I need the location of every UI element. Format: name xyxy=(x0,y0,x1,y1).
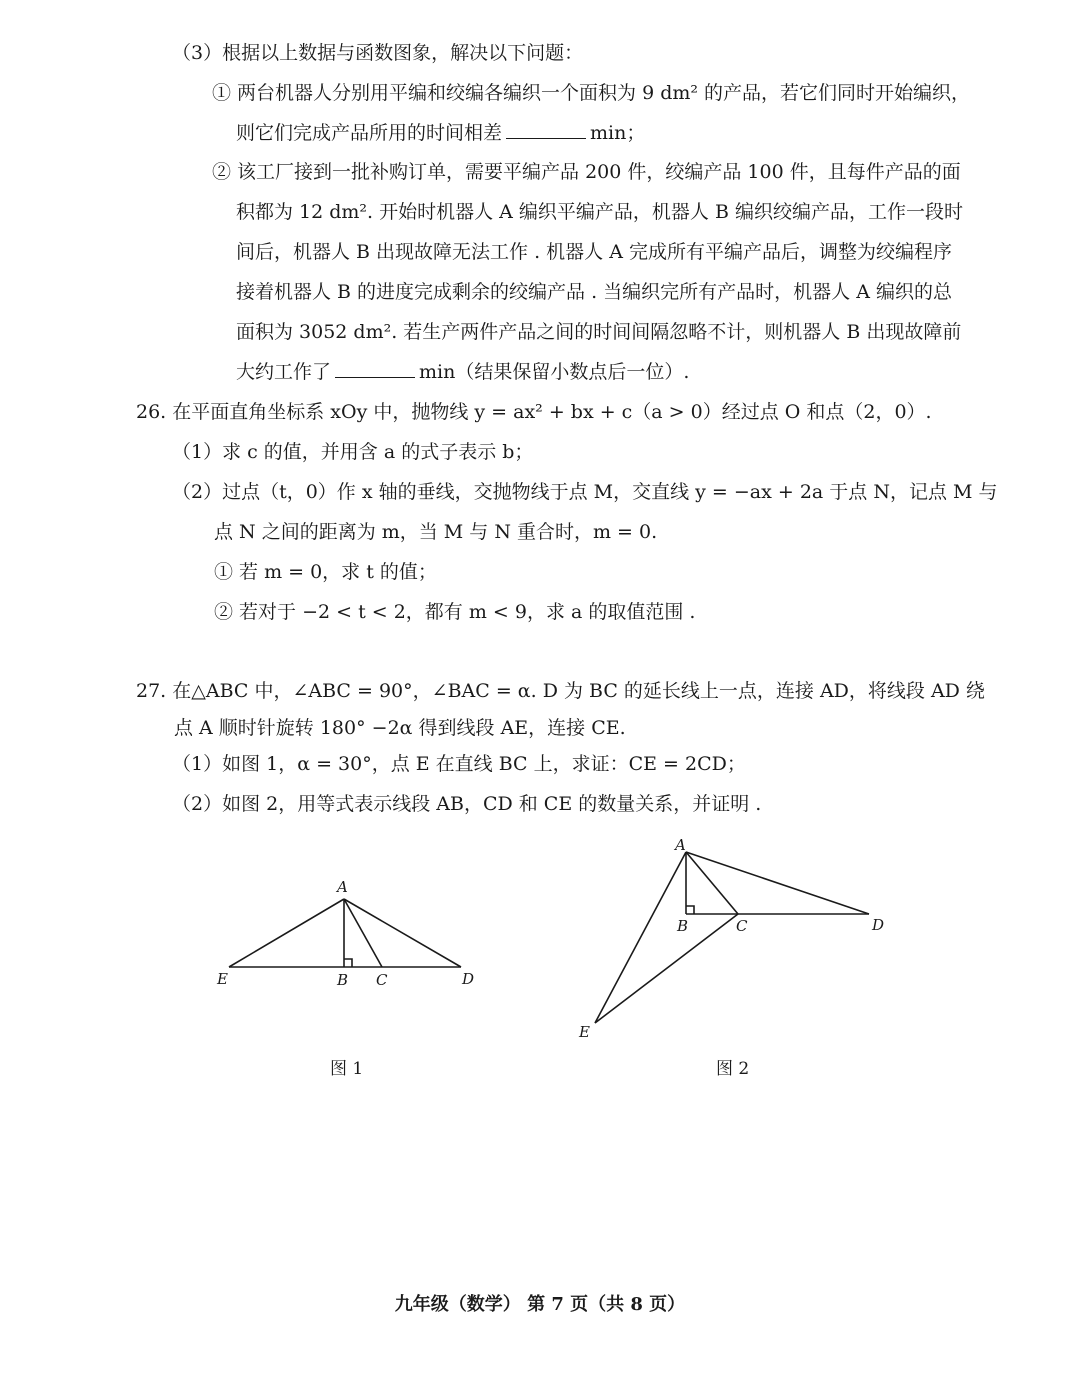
fig1-label-E: E xyxy=(217,970,228,988)
q26-part2-line2: 点 N 之间的距离为 m，当 M 与 N 重合时，m = 0. xyxy=(214,521,658,543)
fig2-segment-AE xyxy=(595,852,689,1023)
fig1-right-angle-mark xyxy=(344,959,352,967)
fig2-segment-AD xyxy=(686,852,869,914)
page-footer: 九年级（数学） 第 7 页（共 8 页） xyxy=(394,1294,686,1315)
q25-item1-line2-post: min； xyxy=(590,122,646,144)
q27-part1: （1）如图 1，α = 30°，点 E 在直线 BC 上，求证：CE = 2CD； xyxy=(172,753,746,775)
fig1-label-B: B xyxy=(337,971,349,989)
q26-stem: 26. 在平面直角坐标系 xOy 中，抛物线 y = ax² + bx + c（a > 0）经过点 O 和点（2，0）. xyxy=(136,401,932,423)
fig1-label-A: A xyxy=(337,878,348,896)
fig2-label-B: B xyxy=(677,917,689,935)
fig2-label-E: E xyxy=(579,1023,590,1041)
q26-part1: （1）求 c 的值，并用含 a 的式子表示 b； xyxy=(172,441,534,463)
q25-item1-line1: ① 两台机器人分别用平编和绞编各编织一个面积为 9 dm² 的产品，若它们同时开始编织， xyxy=(212,82,971,104)
q25-item2-line3: 间后，机器人 B 出现故障无法工作 . 机器人 A 完成所有平编产品后，调整为绞编程序 xyxy=(236,241,952,263)
q26-sub1: ① 若 m = 0，求 t 的值； xyxy=(214,561,437,583)
q25-item2-line6-post: min（结果保留小数点后一位）. xyxy=(419,361,690,383)
fig2-right-angle-mark xyxy=(686,906,694,914)
fig1-caption: 图 1 xyxy=(330,1059,364,1079)
q25-item2-line5: 面积为 3052 dm². 若生产两件产品之间的时间间隔忽略不计，则机器人 B 出现故障前 xyxy=(236,321,962,343)
fig2-caption: 图 2 xyxy=(716,1059,750,1079)
fig2-label-C: C xyxy=(736,917,748,935)
q25-item2-line1: ② 该工厂接到一批补购订单，需要平编产品 200 件，绞编产品 100 件，且每件产品的面 xyxy=(212,161,961,183)
q26-sub2: ② 若对于 −2 < t < 2，都有 m < 9，求 a 的取值范围 . xyxy=(214,601,696,623)
fig1-segment-AE xyxy=(229,899,344,967)
q25-item2-line6-pre: 大约工作了 xyxy=(236,361,332,383)
q27-part2: （2）如图 2，用等式表示线段 AB，CD 和 CE 的数量关系，并证明 . xyxy=(172,793,762,815)
q25-item2-line4: 接着机器人 B 的进度完成剩余的绞编产品 . 当编织完所有产品时，机器人 A 编织的总 xyxy=(236,281,952,303)
fig1-segment-AD xyxy=(344,899,461,967)
q25-item1-line2-pre: 则它们完成产品所用的时间相差 xyxy=(236,122,503,144)
q26-part2-line1: （2）过点（t，0）作 x 轴的垂线，交抛物线于点 M，交直线 y = −ax + 2a 于点 N，记点 M 与 xyxy=(172,481,998,503)
q25-part3-intro: （3）根据以上数据与函数图象，解决以下问题： xyxy=(172,42,584,64)
fig2-label-A: A xyxy=(675,836,686,854)
fig2-segment-CE xyxy=(595,914,738,1023)
fig2-label-D: D xyxy=(872,916,885,934)
fig1-label-D: D xyxy=(462,970,475,988)
fig1-label-C: C xyxy=(376,971,388,989)
q27-stem-line1: 27. 在△ABC 中，∠ABC = 90°，∠BAC = α. D 为 BC 的延长线上一点，连接 AD，将线段 AD 绕 xyxy=(136,680,985,702)
q25-item2-line2: 积都为 12 dm². 开始时机器人 A 编织平编产品，机器人 B 编织绞编产品，工作一段时 xyxy=(236,201,963,223)
q27-stem-line2: 点 A 顺时针旋转 180° −2α 得到线段 AE，连接 CE. xyxy=(174,717,626,739)
